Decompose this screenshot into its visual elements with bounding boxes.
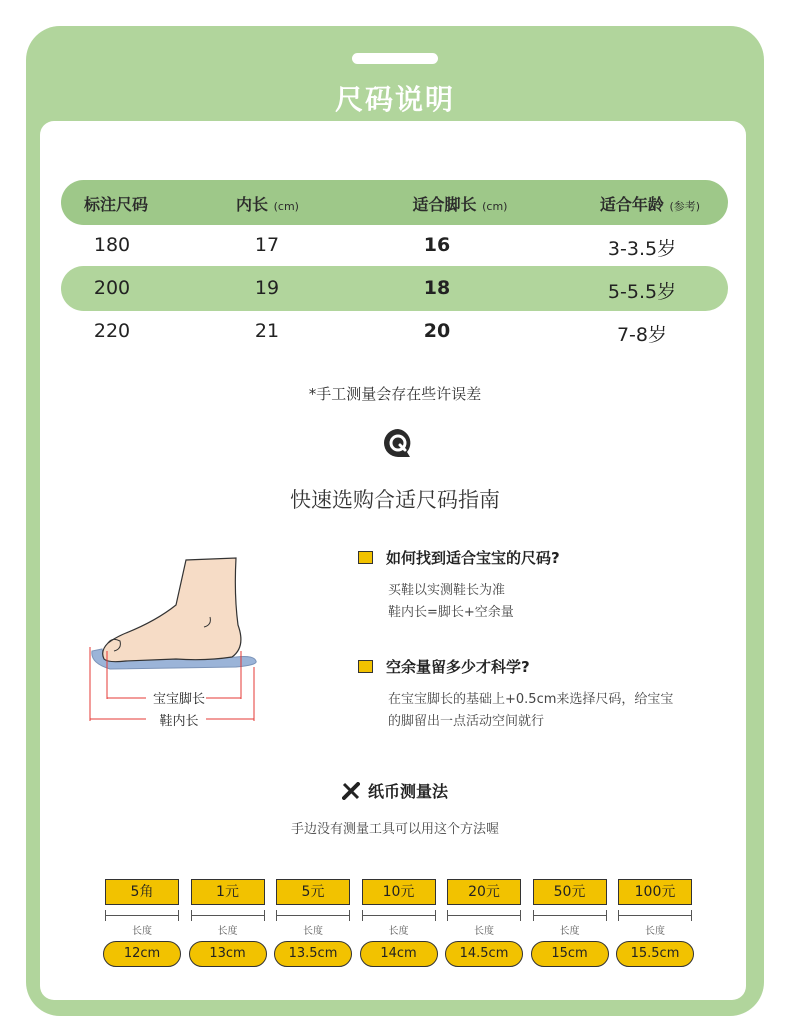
banknote-length: 13cm	[189, 941, 267, 967]
banknote-item	[276, 879, 350, 967]
length-ruler	[191, 909, 265, 923]
banknote-item	[447, 879, 521, 967]
banknote-name: 1元	[191, 879, 265, 905]
table-cell: 3-3.5岁	[607, 238, 677, 260]
table-cell: 220	[93, 320, 131, 342]
banknote-length: 13.5cm	[274, 941, 352, 967]
header-age: 适合年龄 (参考)	[599, 195, 701, 214]
q1-line-1: 买鞋以实测鞋长为准	[388, 583, 506, 598]
banknote-item	[191, 879, 265, 967]
banknote-name: 5角	[105, 879, 179, 905]
header-foot-length: 适合脚长 (cm)	[412, 195, 508, 214]
table-cell: 5-5.5岁	[607, 281, 677, 303]
banknote-item	[362, 879, 436, 967]
q1-line-2: 鞋内长=脚长+空余量	[388, 605, 514, 620]
table-cell: 18	[423, 277, 451, 299]
ruler-pencil-icon	[342, 782, 360, 800]
header-inner-length: 内长 (cm)	[236, 195, 299, 214]
measurement-note: *手工测量会存在些许误差	[308, 385, 482, 403]
top-handle-bar	[352, 53, 438, 64]
method-subtitle: 手边没有测量工具可以用这个方法喔	[290, 822, 499, 837]
length-ruler	[447, 909, 521, 923]
banknote-name: 10元	[362, 879, 436, 905]
banknote-item	[533, 879, 607, 967]
table-cell: 17	[254, 234, 280, 256]
foot-length-label: 宝宝脚长	[152, 692, 205, 707]
length-ruler	[362, 909, 436, 923]
table-cell: 19	[254, 277, 280, 299]
table-cell: 200	[93, 277, 131, 299]
method-title: 纸币测量法	[0, 779, 790, 802]
length-ruler	[533, 909, 607, 923]
q1-title: 如何找到适合宝宝的尺码?	[386, 549, 560, 567]
banknote-length: 15cm	[531, 941, 609, 967]
page-title: 尺码说明	[334, 83, 455, 116]
length-label: 长度	[303, 926, 323, 937]
length-ruler	[105, 909, 179, 923]
foot-in-shoe-illustration	[86, 555, 266, 735]
table-cell: 16	[423, 234, 451, 256]
length-ruler	[618, 909, 692, 923]
banknote-length: 15.5cm	[616, 941, 694, 967]
banknote-name: 5元	[276, 879, 350, 905]
banknote-length: 12cm	[103, 941, 181, 967]
q-speech-bubble-icon	[383, 428, 413, 458]
banknote-item	[618, 879, 692, 967]
yellow-square-bullet-icon	[358, 660, 373, 673]
length-label: 长度	[559, 926, 580, 937]
banknote-length: 14cm	[360, 941, 438, 967]
q2-line-1: 在宝宝脚长的基础上+0.5cm来选择尺码，给宝宝	[388, 692, 674, 707]
table-cell: 7-8岁	[616, 324, 668, 346]
table-cell: 21	[254, 320, 280, 342]
length-label: 长度	[217, 926, 238, 937]
table-cell: 20	[423, 320, 451, 342]
guide-title: 快速选购合适尺码指南	[290, 488, 500, 512]
length-label: 长度	[132, 926, 152, 937]
header-marked-size: 标注尺码	[83, 195, 148, 214]
length-label: 长度	[474, 926, 494, 937]
q2-line-2: 的脚留出一点活动空间就行	[388, 714, 545, 729]
length-label: 长度	[388, 926, 409, 937]
inner-length-label: 鞋内长	[159, 714, 199, 729]
banknote-name: 100元	[618, 879, 692, 905]
q2-title: 空余量留多少才科学?	[386, 658, 530, 676]
length-label: 长度	[645, 926, 665, 937]
banknote-name: 50元	[533, 879, 607, 905]
banknote-length: 14.5cm	[445, 941, 523, 967]
banknote-item	[105, 879, 179, 967]
length-ruler	[276, 909, 350, 923]
banknote-name: 20元	[447, 879, 521, 905]
yellow-square-bullet-icon	[358, 551, 373, 564]
table-cell: 180	[93, 234, 131, 256]
